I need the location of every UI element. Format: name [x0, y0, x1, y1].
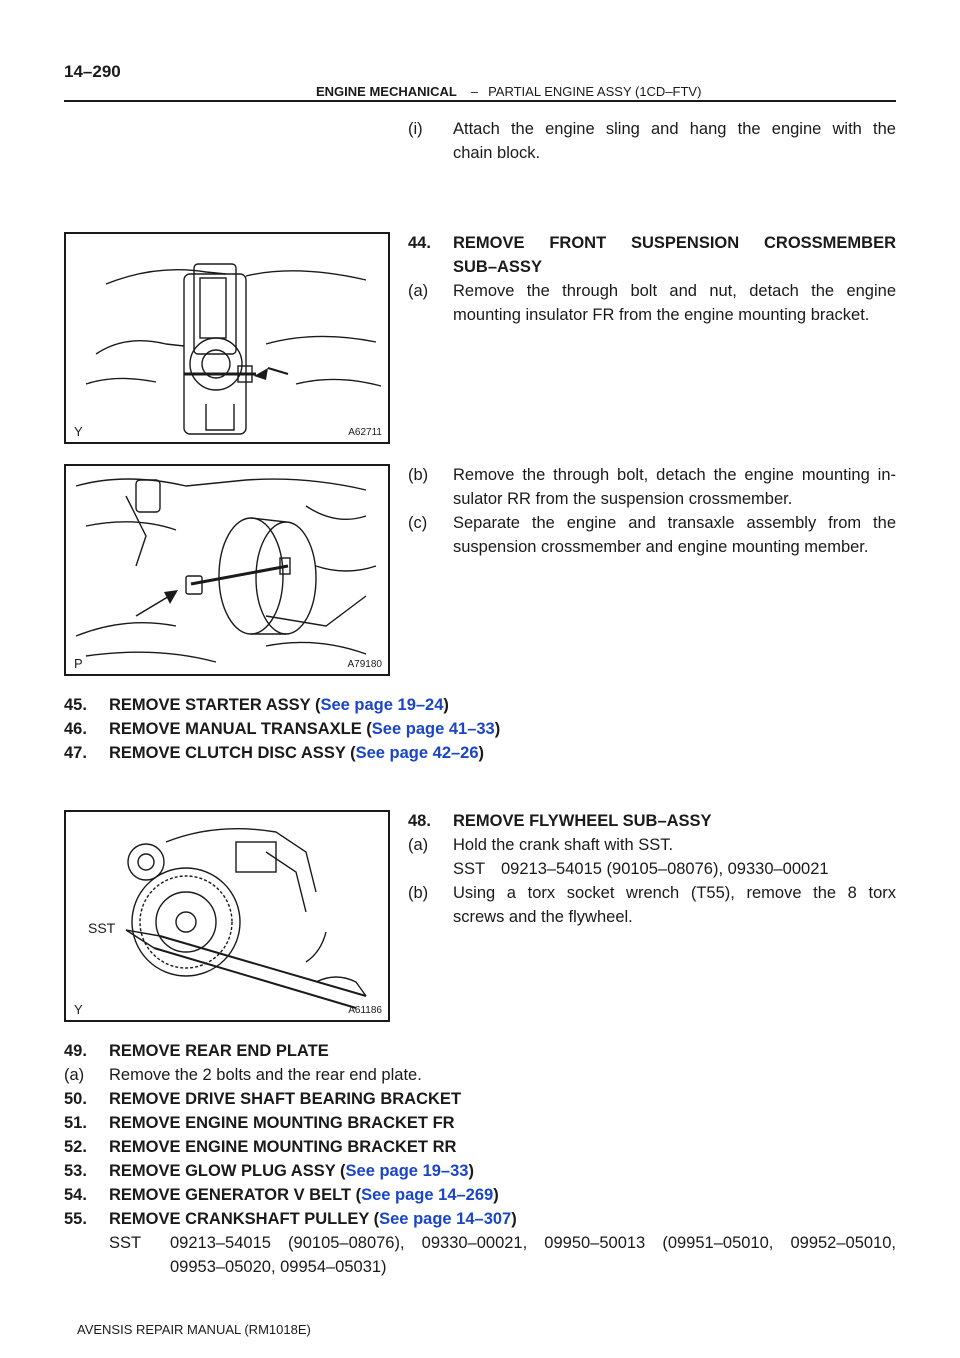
step-48a-sst-value: 09213–54015 (90105–08076), 09330–00021	[501, 860, 829, 878]
step-55-text: REMOVE CRANKSHAFT PULLEY (	[109, 1210, 380, 1228]
step-51-number: 51.	[64, 1114, 87, 1132]
step-47-close: )	[478, 744, 485, 762]
header-separator: –	[470, 84, 479, 99]
step-48b-line2: screws and the flywheel.	[453, 908, 633, 926]
figure-engine-mount-fr	[64, 232, 390, 444]
figure-flywheel-sst	[64, 810, 390, 1022]
step-50-number: 50.	[64, 1090, 87, 1108]
step-53-close: )	[468, 1162, 474, 1180]
figure-1-orientation: Y	[74, 424, 83, 439]
step-53-text: REMOVE GLOW PLUG ASSY (	[109, 1162, 346, 1180]
step-48-title: REMOVE FLYWHEEL SUB–ASSY	[453, 812, 712, 830]
step-47-number: 47.	[64, 744, 87, 762]
step-55-sst-label: SST	[109, 1234, 142, 1252]
figure-engine-mount-fr-drawing	[66, 234, 388, 442]
step-i-line1: Attach the engine sling and hang the engine with the	[453, 120, 896, 138]
step-44a-line1: Remove the through bolt and nut, detach the engine	[453, 282, 896, 300]
figure-3-code: A61186	[348, 1005, 382, 1016]
step-46-link[interactable]: See page 41–33	[371, 720, 495, 738]
figure-3-orientation: Y	[74, 1002, 83, 1017]
step-48a-label: (a)	[408, 836, 429, 854]
step-54-close: )	[493, 1186, 499, 1204]
subsection-title: PARTIAL ENGINE ASSY (1CD–FTV)	[488, 84, 702, 99]
step-55-link[interactable]: See page 14–307	[379, 1210, 512, 1228]
step-48b-label: (b)	[408, 884, 429, 902]
figure-engine-mount-rr-drawing	[66, 466, 388, 674]
step-48-number: 48.	[408, 812, 431, 830]
step-53-number: 53.	[64, 1162, 87, 1180]
section-header	[316, 84, 701, 99]
step-44c-label: (c)	[408, 514, 428, 532]
step-45-number: 45.	[64, 696, 87, 714]
step-54-link[interactable]: See page 14–269	[361, 1186, 494, 1204]
step-i-label: (i)	[408, 120, 423, 138]
step-i-line2: chain block.	[453, 144, 541, 162]
step-47	[109, 742, 484, 765]
step-55-number: 55.	[64, 1210, 87, 1228]
step-44b-line1: Remove the through bolt, detach the engine mounting in-	[453, 466, 896, 484]
step-52-number: 52.	[64, 1138, 87, 1156]
step-55-sst-line2: 09953–05020, 09954–05031)	[170, 1258, 387, 1276]
step-53	[109, 1160, 474, 1183]
step-44a-line2: mounting insulator FR from the engine mounting bracket.	[453, 306, 870, 324]
step-45-text: REMOVE STARTER ASSY (	[109, 696, 321, 714]
step-46-text: REMOVE MANUAL TRANSAXLE (	[109, 720, 372, 738]
step-51-title: REMOVE ENGINE MOUNTING BRACKET FR	[109, 1114, 455, 1132]
step-49a-label: (a)	[64, 1066, 85, 1084]
figure-2-orientation: P	[74, 656, 83, 671]
step-52-title: REMOVE ENGINE MOUNTING BRACKET RR	[109, 1138, 457, 1156]
figure-3-sst-label: SST	[88, 920, 116, 936]
step-46-number: 46.	[64, 720, 87, 738]
step-48a-line1: Hold the crank shaft with SST.	[453, 836, 674, 854]
step-48a-sst-label: SST	[453, 860, 486, 878]
step-47-text: REMOVE CLUTCH DISC ASSY (	[109, 744, 356, 762]
step-45-link[interactable]: See page 19–24	[320, 696, 444, 714]
step-55-sst-line1: 09213–54015 (90105–08076), 09330–00021, 09950–50013 (09951–05010, 09952–05010,	[170, 1234, 896, 1252]
step-49-number: 49.	[64, 1042, 87, 1060]
step-54	[109, 1184, 499, 1207]
step-53-link[interactable]: See page 19–33	[345, 1162, 469, 1180]
figure-2-code: A79180	[347, 659, 382, 670]
step-44-title-line2: SUB–ASSY	[453, 258, 542, 276]
step-55-close: )	[511, 1210, 517, 1228]
step-49-title: REMOVE REAR END PLATE	[109, 1042, 329, 1060]
step-54-text: REMOVE GENERATOR V BELT (	[109, 1186, 362, 1204]
page-number: 14–290	[64, 62, 121, 81]
step-45	[109, 694, 449, 717]
step-49a-text: Remove the 2 bolts and the rear end plate.	[109, 1066, 422, 1084]
step-44-number: 44.	[408, 234, 431, 252]
step-54-number: 54.	[64, 1186, 87, 1204]
figure-flywheel-sst-drawing	[66, 812, 388, 1020]
header-rule	[64, 100, 896, 102]
step-44a-label: (a)	[408, 282, 429, 300]
section-title: ENGINE MECHANICAL	[316, 84, 457, 99]
step-44c-line2: suspension crossmember and engine mounting member.	[453, 538, 869, 556]
figure-1-code: A62711	[348, 427, 382, 438]
step-55	[109, 1208, 517, 1231]
step-46-close: )	[494, 720, 501, 738]
step-45-close: )	[443, 696, 449, 714]
figure-engine-mount-rr	[64, 464, 390, 676]
step-47-link[interactable]: See page 42–26	[355, 744, 479, 762]
step-44b-line2: sulator RR from the suspension crossmember.	[453, 490, 793, 508]
step-44b-label: (b)	[408, 466, 429, 484]
step-44-title-line1: REMOVE FRONT SUSPENSION CROSSMEMBER	[453, 234, 896, 252]
step-48b-line1: Using a torx socket wrench (T55), remove the 8 torx	[453, 884, 896, 902]
step-44c-line1: Separate the engine and transaxle assembly from the	[453, 514, 896, 532]
step-50-title: REMOVE DRIVE SHAFT BEARING BRACKET	[109, 1090, 462, 1108]
step-46	[109, 718, 500, 741]
footer-manual-id: AVENSIS REPAIR MANUAL (RM1018E)	[77, 1322, 311, 1337]
